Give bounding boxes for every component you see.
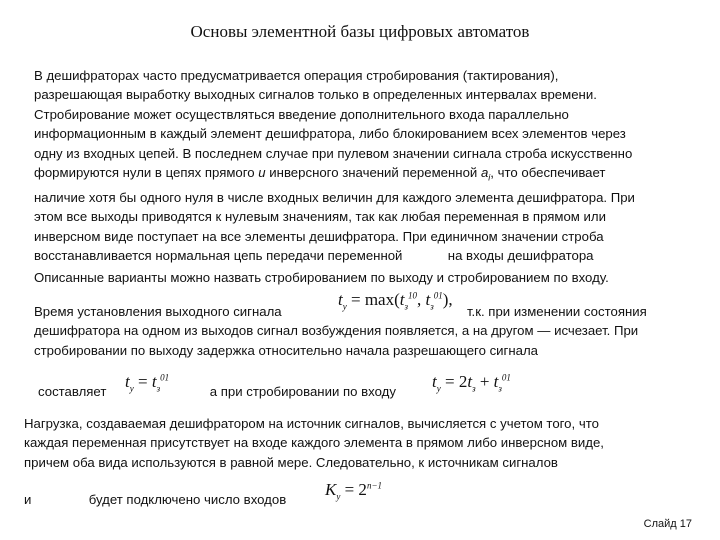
- text-line: разрешающая выработку выходных сигналов только в определенных интервалах времени.: [34, 87, 597, 103]
- text-fragment: Время установления выходного сигнала: [34, 304, 282, 319]
- text-fragment: на входы дешифратора: [447, 248, 594, 264]
- text-line: одну из входных цепей. В последнем случае при пулевом значении сигнала строба искусственно: [34, 145, 633, 161]
- slide-number: Слайд 17: [643, 518, 692, 530]
- text-fragment: инверсного значений переменной: [269, 165, 478, 181]
- text-line: этом все выходы приводятся к нулевым значениям, так как любая переменная в прямом или: [34, 209, 606, 225]
- text-fragment: восстанавливается нормальная цепь передачи переменной: [34, 248, 403, 264]
- formula-load-factor: $K_у = 2^{n-1}$: [325, 480, 383, 502]
- text-fragment: составляет: [38, 384, 107, 399]
- slide-title: Основы элементной базы цифровых автоматов: [190, 22, 530, 41]
- formula-max-delay: $t_у = \max(t_з^{10}$, $t_з^{01}$),: [338, 290, 453, 312]
- text-line: каждая переменная присутствует на входе каждого элемента в прямом либо инверсном виде,: [24, 435, 604, 451]
- paragraph-output-strobing: [38, 382, 396, 401]
- text-line: Нагрузка, создаваемая дешифратором на источник сигналов, вычисляется с учетом того, что: [24, 416, 599, 431]
- text-fragment: будет подключено число входов: [88, 492, 287, 507]
- text-line: наличие хотя бы одного нуля в числе входных величин для каждого элемента дешифратора. При: [34, 190, 635, 206]
- text-line: В дешифраторах часто предусматривается операция стробирования (тактирования),: [34, 68, 559, 83]
- text-line: [34, 246, 694, 265]
- text-line: стробировании по выходу задержка относительно начала разрешающего сигнала: [34, 342, 538, 358]
- variable-a: $a_i$: [480, 165, 491, 183]
- formula-output-delay: $t_у = t_з^{01}$: [125, 372, 170, 394]
- text-line: причем оба вида используются в равной мере. Следовательно, к источникам сигналов: [24, 454, 558, 470]
- formula-input-delay: $t_у = 2t_з + t_з^{01}$: [432, 372, 511, 394]
- text-fragment-italic: и: [258, 165, 266, 181]
- text-fragment: а при стробировании по входу: [209, 384, 396, 399]
- paragraph-strobing-description: [34, 66, 694, 266]
- paragraph-load: [24, 414, 694, 472]
- text-line: Стробирование может осуществляться введение дополнительного входа параллельно: [34, 106, 569, 122]
- text-line: инверсном виде поступает на все элементы дешифратора. При единичном значении строба: [34, 228, 604, 244]
- text-fragment: и: [24, 492, 32, 507]
- text-line: информационным в каждый элемент дешифратора, либо блокированием всех элементов через: [34, 126, 626, 142]
- paragraph-inputs-count: [24, 490, 286, 509]
- text-line: [34, 163, 694, 188]
- text-fragment: т.к. при изменении состояния: [466, 304, 647, 319]
- text-line: дешифратора на одном из выходов сигнал возбуждения появляется, а на другом — исчезает. При: [34, 323, 639, 339]
- text-fragment: , что обеспечивает: [490, 165, 606, 181]
- paragraph-variants: Описанные варианты можно назвать стробированием по выходу и стробированием по входу.: [34, 270, 609, 285]
- text-fragment: формируются нули в цепях прямого: [34, 165, 255, 181]
